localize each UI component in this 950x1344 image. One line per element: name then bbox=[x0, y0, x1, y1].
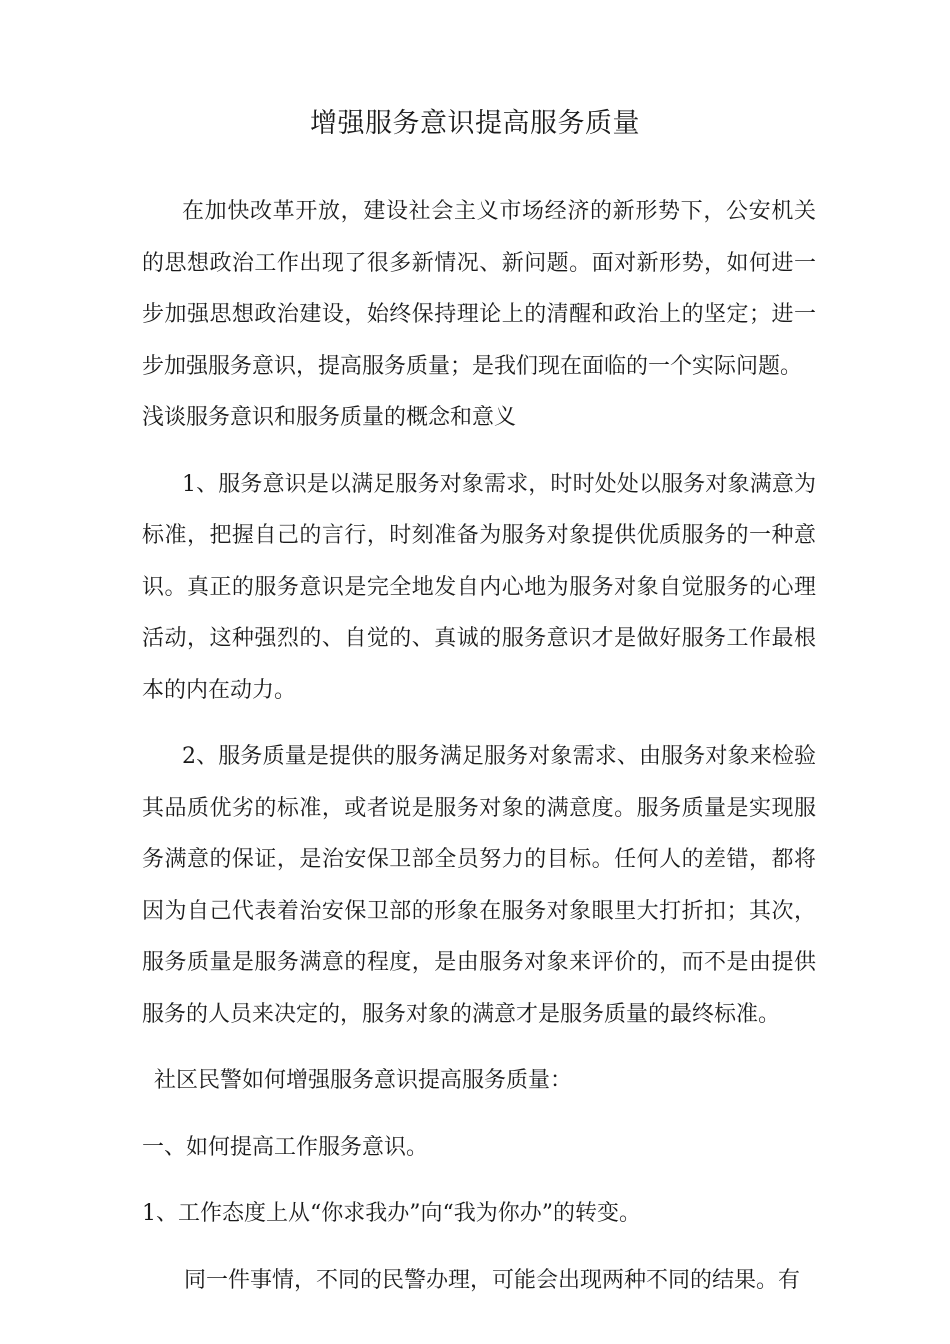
item-1-heading: 1、工作态度上从“你求我办”向“我为你办”的转变。 bbox=[142, 1201, 641, 1226]
concept-heading: 浅谈服务意识和服务质量的概念和意义 bbox=[142, 405, 517, 430]
document-body bbox=[142, 186, 816, 1306]
item-1-text: 同一件事情，不同的民警办理，可能会出现两种不同的结果。有 bbox=[184, 1267, 801, 1293]
section-one-heading: 一、如何提高工作服务意识。 bbox=[142, 1134, 429, 1160]
community-heading: 社区民警如何增强服务意识提高服务质量： bbox=[154, 1068, 573, 1093]
point-1-paragraph: 1、服务意识是以满足服务对象需求，时时处处以服务对象满意为标准，把握自己的言行，时刻准备为服务对象提供优质服务的一种意识。真正的服务意识是完全地发自内心地为服务对象自觉服务的心理活动，这种强烈的、自觉的、真诚的服务意识才是做好服务工作最根本的内在动力。 bbox=[142, 471, 816, 703]
point-2-paragraph: 2、服务质量是提供的服务满足服务对象需求、由服务对象来检验其品质优劣的标准，或者说是服务对象的满意度。服务质量是实现服务满意的保证，是治安保卫部全员努力的目标。任何人的差错，都将因为自己代表着治安保卫部的形象在服务对象眼里大打折扣；其次，服务质量是服务满意的程度，是由服务对象来评价的，而不是由提供服务的人员来决定的，服务对象的满意才是服务质量的最终标准。 bbox=[142, 744, 816, 1027]
document-title: 增强服务意识提高服务质量 bbox=[310, 108, 640, 139]
intro-paragraph: 在加快改革开放，建设社会主义市场经济的新形势下，公安机关的思想政治工作出现了很多新情况、新问题。面对新形势，如何进一步加强思想政治建设，始终保持理论上的清醒和政治上的坚定；进一步加强服务意识，提高服务质量；是我们现在面临的一个实际问题。 bbox=[142, 199, 816, 379]
